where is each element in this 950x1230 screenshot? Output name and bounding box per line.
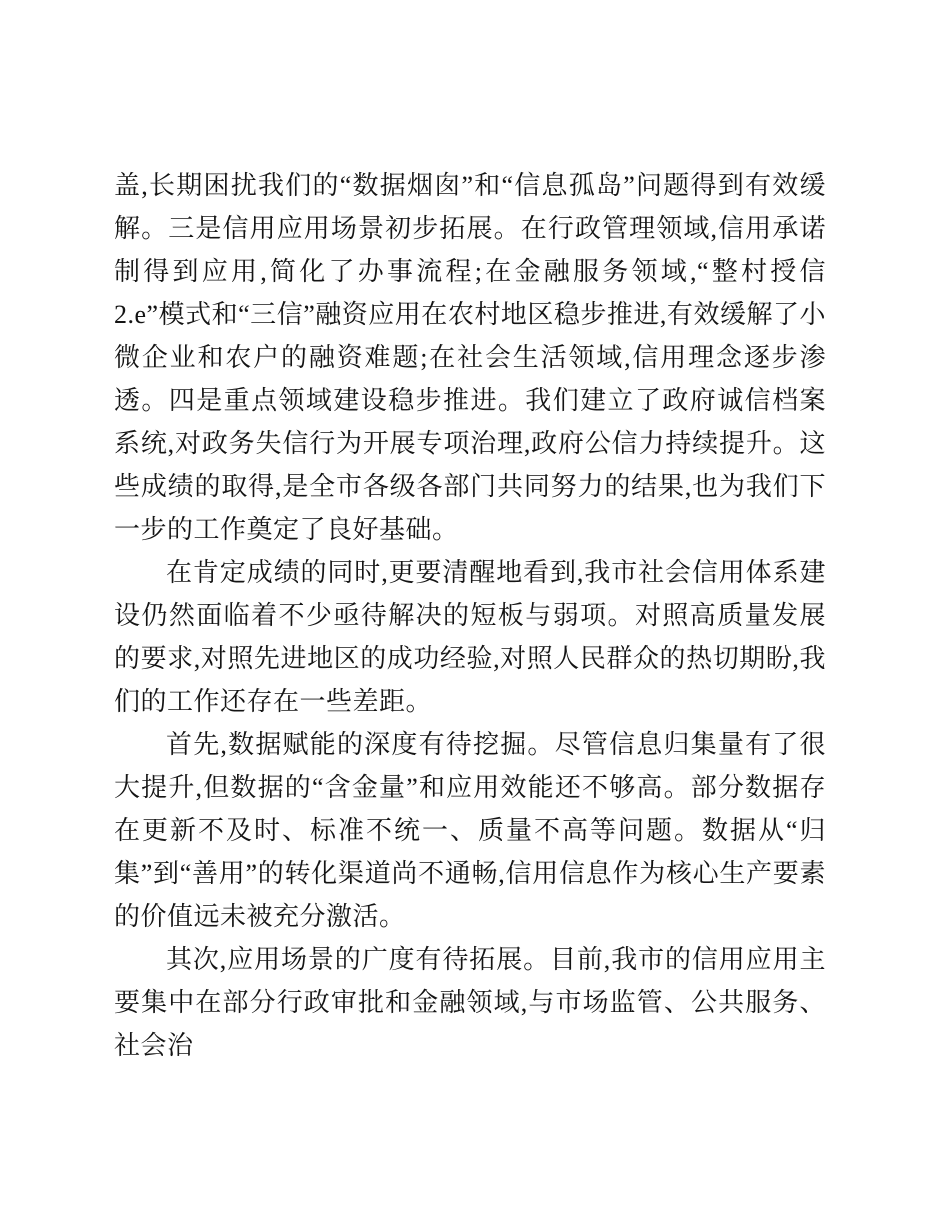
paragraph-2: 在肯定成绩的同时,更要清醒地看到,我市社会信用体系建设仍然面临着不少亟待解决的短板与弱项。对照高质量发展的要求,对照先进地区的成功经验,对照人民群众的热切期盼,我们的工作还存在一些差距。	[114, 558, 826, 716]
paragraph-4: 其次,应用场景的广度有待拓展。目前,我市的信用应用主要集中在部分行政审批和金融领域,与市场监管、公共服务、社会治	[114, 945, 826, 1060]
paragraph-1: 盖,长期困扰我们的“数据烟囱”和“信息孤岛”问题得到有效缓解。三是信用应用场景初步拓展。在行政管理领域,信用承诺制得到应用,简化了办事流程;在金融服务领域,“整村授信 2.e”模式和“三信”融资应用在农村地区稳步推进,有效缓解了小微企业和农户的融资难题;在社会生活领域,信用理念逐步渗透。四是重点领域建设稳步推进。我们建立了政府诚信档案系统,对政务失信行为开展专项治理,政府公信力持续提升。这些成绩的取得,是全市各级各部门共同努力的结果,也为我们下一步的工作奠定了良好基础。	[114, 171, 826, 544]
document-text-block	[114, 164, 826, 1067]
paragraph-3: 首先,数据赋能的深度有待挖掘。尽管信息归集量有了很大提升,但数据的“含金量”和应用效能还不够高。部分数据存在更新不及时、标准不统一、质量不高等问题。数据从“归集”到“善用”的转化渠道尚不通畅,信用信息作为核心生产要素的价值远未被充分激活。	[114, 730, 826, 931]
